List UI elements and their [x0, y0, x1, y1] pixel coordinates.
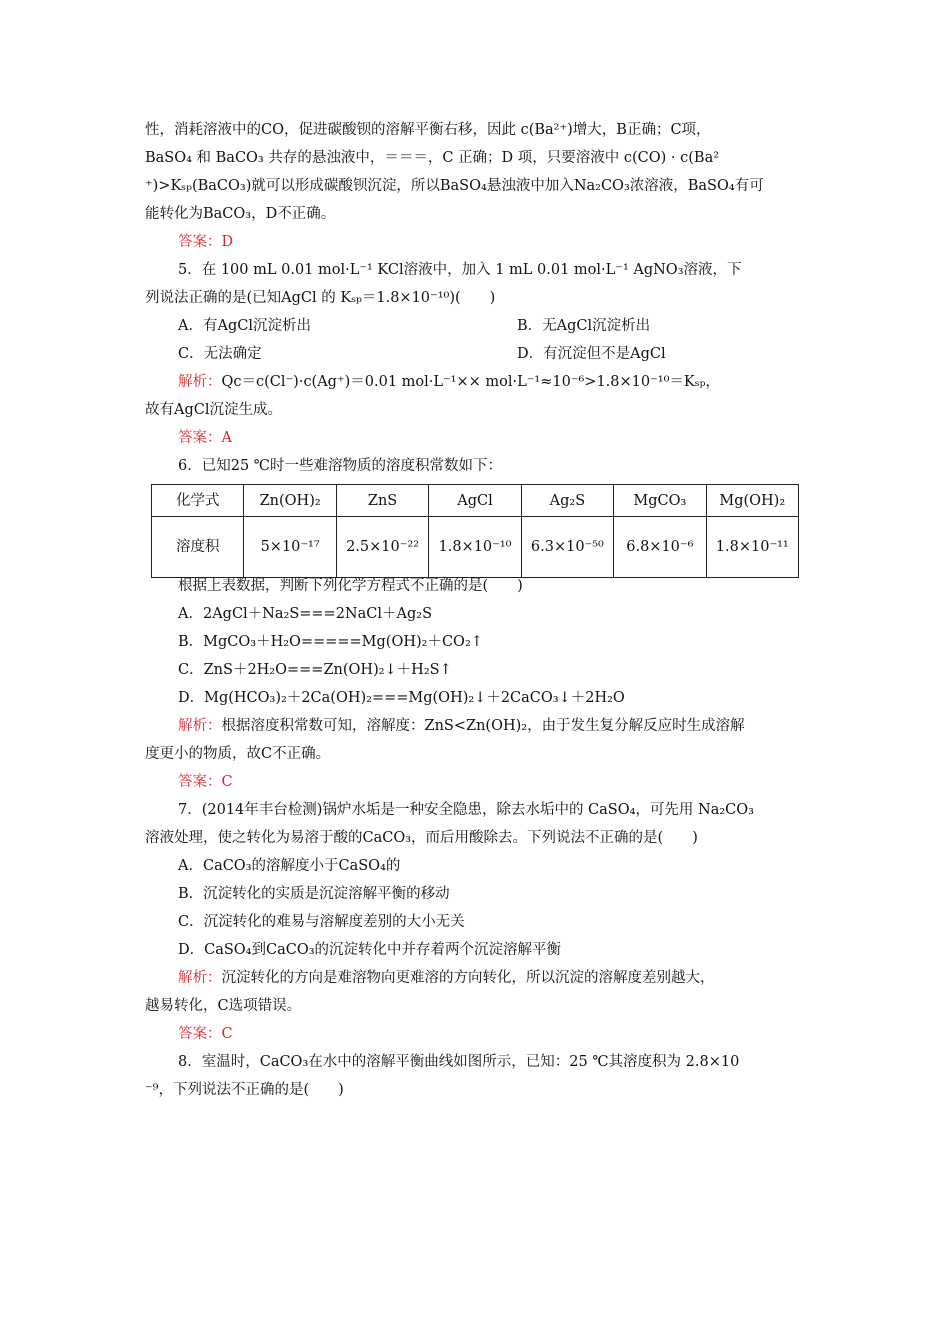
- option-b: B．MgCO₃＋H₂O=====Mg(OH)₂＋CO₂↑: [178, 634, 483, 650]
- explanation-text: 沉淀转化的方向是难溶物向更难溶的方向转化，所以沉淀的溶解度差别越大，: [221, 970, 715, 986]
- table-header-row: [152, 485, 799, 517]
- question-7-line: 溶液处理，使之转化为易溶于酸的CaCO₃，而后用酸除去。下列说法不正确的是( ): [145, 830, 698, 846]
- option-a: A．2AgCl＋Na₂S===2NaCl＋Ag₂S: [178, 606, 432, 622]
- table-cell: AgCl: [429, 485, 521, 517]
- paragraph-line: ⁺)>Kₛₚ(BaCO₃)就可以形成碳酸钡沉淀，所以BaSO₄悬浊液中加入Na₂CO₃浓溶液，BaSO₄有可: [145, 178, 764, 194]
- table-cell: Mg(OH)₂: [706, 485, 798, 517]
- table-row: [152, 517, 799, 578]
- explanation-label: 解析：: [178, 718, 222, 734]
- explanation-line: [178, 716, 745, 736]
- answer-label: 答案：D: [178, 234, 234, 250]
- explanation-line: 越易转化，C选项错误。: [145, 998, 302, 1014]
- explanation-line: 故有AgCl沉淀生成。: [145, 402, 282, 418]
- explanation-label: 解析：: [178, 970, 222, 986]
- option-b: B．沉淀转化的实质是沉淀溶解平衡的移动: [178, 886, 450, 902]
- explanation-line: [178, 968, 715, 988]
- question-6-stem: 根据上表数据，判断下列化学方程式不正确的是( ): [178, 578, 523, 594]
- option-d: D．Mg(HCO₃)₂＋2Ca(OH)₂===Mg(OH)₂↓＋2CaCO₃↓＋2H₂O: [178, 690, 625, 706]
- table-cell: 1.8×10⁻¹¹: [706, 517, 798, 578]
- option-b: B．无AgCl沉淀析出: [517, 318, 651, 334]
- question-7-line: 7．(2014年丰台检测)锅炉水垢是一种安全隐患，除去水垢中的 CaSO₄，可先用 Na₂CO₃: [178, 802, 754, 818]
- question-5-line: 列说法正确的是(已知AgCl 的 Kₛₚ＝1.8×10⁻¹⁰)( ): [145, 290, 496, 306]
- option-d: D．CaSO₄到CaCO₃的沉淀转化中并存着两个沉淀溶解平衡: [178, 942, 562, 958]
- table-cell: Zn(OH)₂: [244, 485, 336, 517]
- option-c: C．沉淀转化的难易与溶解度差别的大小无关: [178, 914, 465, 930]
- table-cell: 1.8×10⁻¹⁰: [429, 517, 521, 578]
- explanation-line: 度更小的物质，故C不正确。: [145, 746, 331, 762]
- option-a: A．CaCO₃的溶解度小于CaSO₄的: [178, 858, 401, 874]
- table-cell: 6.8×10⁻⁶: [614, 517, 706, 578]
- table-cell: MgCO₃: [614, 485, 706, 517]
- explanation-label: 解析：: [178, 374, 222, 390]
- solubility-product-table: [151, 484, 799, 578]
- explanation-line: [178, 372, 720, 392]
- question-8-line: ⁻⁹，下列说法不正确的是( ): [145, 1082, 344, 1098]
- paragraph-line: 能转化为BaCO₃，D不正确。: [145, 206, 336, 222]
- option-c: C．无法确定: [178, 346, 262, 362]
- option-d: D．有沉淀但不是AgCl: [517, 346, 666, 362]
- table-cell: 5×10⁻¹⁷: [244, 517, 336, 578]
- answer-label: 答案：A: [178, 430, 232, 446]
- explanation-text: Qc＝c(Cl⁻)·c(Ag⁺)＝0.01 mol·L⁻¹×× mol·L⁻¹≈10⁻⁶>1.8×10⁻¹⁰＝Kₛₚ，: [221, 374, 720, 390]
- table-cell: 溶度积: [152, 517, 244, 578]
- option-a: A．有AgCl沉淀析出: [178, 318, 311, 334]
- table-cell: 化学式: [152, 485, 244, 517]
- table-cell: 6.3×10⁻⁵⁰: [521, 517, 613, 578]
- paragraph-line: 性，消耗溶液中的CO，促进碳酸钡的溶解平衡右移，因此 c(Ba²⁺)增大，B正确；C项，: [145, 122, 711, 138]
- table-cell: Ag₂S: [521, 485, 613, 517]
- table-cell: ZnS: [336, 485, 428, 517]
- question-5-line: 5．在 100 mL 0.01 mol·L⁻¹ KCl溶液中，加入 1 mL 0.01 mol·L⁻¹ AgNO₃溶液，下: [178, 262, 742, 278]
- question-8-line: 8．室温时，CaCO₃在水中的溶解平衡曲线如图所示，已知：25 ℃其溶度积为 2.8×10: [178, 1054, 740, 1070]
- explanation-text: 根据溶度积常数可知，溶解度：ZnS<Zn(OH)₂，由于发生复分解反应时生成溶解: [221, 718, 745, 734]
- option-c: C．ZnS＋2H₂O===Zn(OH)₂↓＋H₂S↑: [178, 662, 452, 678]
- answer-label: 答案：C: [178, 774, 233, 790]
- question-6-line: 6．已知25 ℃时一些难溶物质的溶度积常数如下：: [178, 458, 503, 474]
- answer-label: 答案：C: [178, 1026, 233, 1042]
- table-cell: 2.5×10⁻²²: [336, 517, 428, 578]
- paragraph-line: BaSO₄ 和 BaCO₃ 共存的悬浊液中，＝＝＝，C 正确；D 项，只要溶液中 c(CO) · c(Ba²: [145, 150, 720, 166]
